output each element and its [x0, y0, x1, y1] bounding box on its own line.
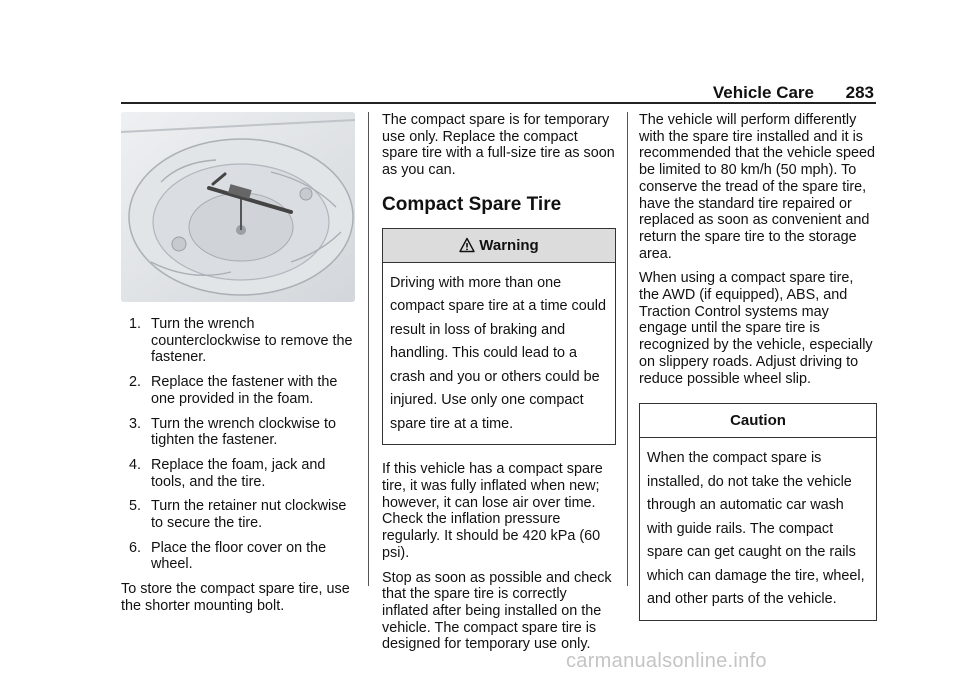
spare-tire-well-illustration [121, 112, 355, 302]
performance-paragraph: The vehicle will perform differently with the spare tire installed and it is recommended that the vehicle speed be limited to 80 km/h (50 mph). To conserve the tread of the spare tire, have the standard tire repaired or replaced as soon as convenient and return the spare tire to the storage area. [639, 112, 875, 262]
inflation-paragraph: If this vehicle has a compact spare tire, it was fully inflated when new; however, it can lose air over time. Check the inflation pressure regularly. It should be 420 kPa (60 psi). [382, 461, 603, 561]
caution-text: When the compact spare is installed, do not take the vehicle through an automatic car wash with guide rails. The compact spare can get caught on the rails which can damage the tire, wheel, and other parts of the vehicle. [647, 450, 865, 608]
column-divider-1 [368, 112, 369, 586]
list-item: 3. Turn the wrench clockwise to tighten the fastener. [129, 415, 337, 449]
list-item: 1. Turn the wrench counterclockwise to remove the fastener. [129, 316, 353, 366]
caution-box [639, 403, 877, 621]
intro-paragraph: The compact spare is for temporary use only. Replace the compact spare tire with a full-size tire as soon as you can. [382, 112, 615, 179]
list-item: 6. Place the floor cover on the wheel. [129, 539, 327, 573]
warning-text: Driving with more than one compact spare tire at a time could result in loss of braking and handling. This could lead to a crash and you or others could be injured. Use only one compact spare tire at a time. [390, 274, 606, 432]
warning-header [383, 229, 615, 263]
column-divider-2 [627, 112, 628, 586]
page-header [121, 80, 876, 104]
caution-header: Caution [640, 404, 876, 438]
page-number: 283 [845, 83, 874, 102]
check-paragraph: Stop as soon as possible and check that the spare tire is correctly inflated after being installed on the vehicle. The compact spare tire is designed for temporary use only. [382, 569, 612, 653]
section-title: Vehicle Care [712, 83, 814, 102]
list-item: 5. Turn the retainer nut clockwise to secure the tire. [129, 498, 347, 532]
column-1 [121, 112, 357, 623]
column-2 [382, 112, 616, 661]
warning-box [382, 228, 616, 446]
storage-steps [121, 316, 357, 573]
warning-triangle-icon [459, 232, 475, 266]
storage-note: To store the compact spare tire, use the shorter mounting bolt. [121, 581, 350, 614]
column-3 [639, 112, 877, 637]
watermark: carmanualsonline.info [566, 650, 767, 672]
warning-title: Warning [479, 236, 539, 254]
section-heading: Compact Spare Tire [382, 193, 562, 215]
systems-paragraph: When using a compact spare tire, the AWD (if equipped), ABS, and Traction Control systems may engage until the spare tire is recognized by the vehicle, especially on slippery roads. Adjust driving to reduce possible wheel slip. [639, 270, 873, 387]
list-item: 4. Replace the foam, jack and tools, and the tire. [129, 456, 326, 490]
list-item: 2. Replace the fastener with the one provided in the foam. [129, 374, 338, 407]
